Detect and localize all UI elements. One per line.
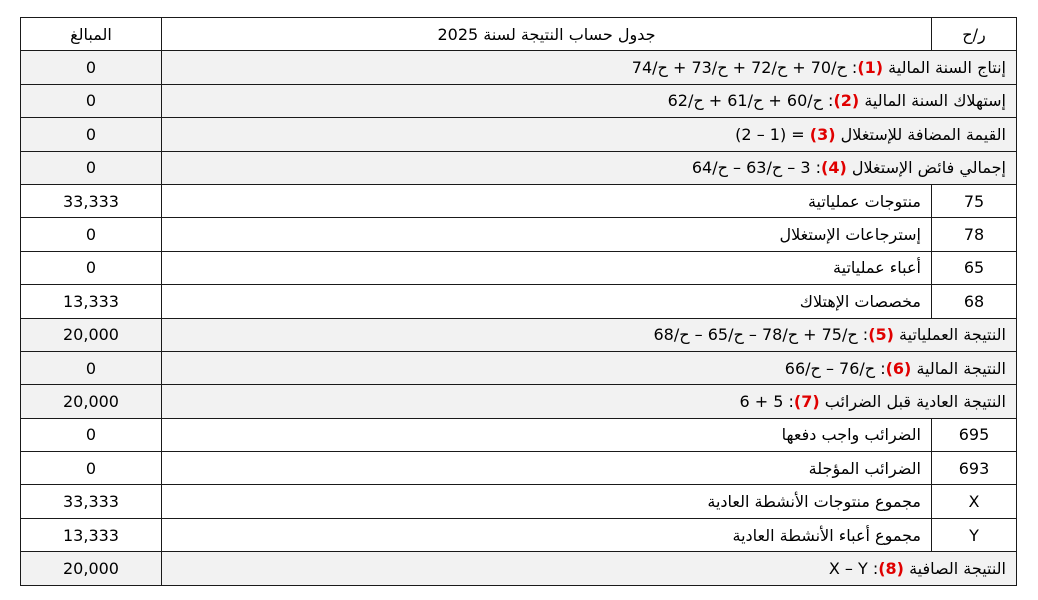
amount-cell: 20,000 — [21, 552, 162, 585]
account-code-cell: X — [932, 485, 1017, 518]
row-formula: : 5 + 6 — [739, 391, 794, 411]
total-description-cell — [162, 351, 1017, 384]
amount-cell: 33,333 — [21, 485, 162, 518]
step-marker: (5) — [868, 325, 894, 345]
income-statement-sheet — [20, 17, 1017, 586]
row-label: إنتاج السنة المالية — [888, 58, 1006, 78]
table-row-total — [21, 552, 1017, 585]
row-formula: : ح/70 + ح/72 + ح/73 + ح/74 — [631, 58, 858, 78]
table-row — [21, 251, 1017, 284]
row-formula: : 3 – ح/63 – ح/64 — [691, 158, 822, 178]
amount-cell: 0 — [21, 218, 162, 251]
table-header-row — [21, 18, 1017, 51]
amount-cell: 0 — [21, 251, 162, 284]
total-description — [692, 158, 1006, 177]
table-row — [21, 285, 1017, 318]
amount-cell: 20,000 — [21, 385, 162, 418]
table-row-total — [21, 84, 1017, 117]
account-code-cell: 75 — [932, 184, 1017, 217]
amount-cell: 0 — [21, 84, 162, 117]
amount-cell: 0 — [21, 351, 162, 384]
row-label: النتيجة العملياتية — [899, 325, 1006, 345]
total-description — [739, 392, 1006, 411]
row-label: القيمة المضافة للإستغلال — [840, 124, 1006, 144]
total-description — [632, 58, 1006, 77]
header-title: جدول حساب النتيجة لسنة 2025 — [162, 18, 932, 51]
total-description — [668, 91, 1006, 110]
total-description-cell — [162, 385, 1017, 418]
table-row — [21, 518, 1017, 551]
table-row — [21, 218, 1017, 251]
row-formula: : ح/75 + ح/78 – ح/65 – ح/68 — [653, 325, 869, 345]
total-description-cell — [162, 552, 1017, 585]
row-formula: : X – Y — [828, 558, 879, 578]
row-label: إستهلاك السنة المالية — [864, 91, 1006, 111]
total-description-cell — [162, 51, 1017, 84]
amount-cell: 0 — [21, 51, 162, 84]
step-marker: (4) — [821, 158, 847, 178]
table-row-total — [21, 318, 1017, 351]
item-label-cell: الضرائب المؤجلة — [162, 452, 932, 485]
amount-cell: 13,333 — [21, 285, 162, 318]
account-code-cell: 65 — [932, 251, 1017, 284]
account-code-cell: 68 — [932, 285, 1017, 318]
header-code: ر/ح — [932, 18, 1017, 51]
amount-cell: 0 — [21, 118, 162, 151]
amount-cell: 0 — [21, 452, 162, 485]
step-marker: (8) — [878, 558, 904, 578]
income-statement-table — [20, 17, 1017, 586]
item-label-cell: منتوجات عملياتية — [162, 184, 932, 217]
row-label: النتيجة المالية — [916, 358, 1006, 378]
table-row — [21, 452, 1017, 485]
item-label-cell: أعباء عملياتية — [162, 251, 932, 284]
total-description — [785, 359, 1006, 378]
item-label-cell: الضرائب واجب دفعها — [162, 418, 932, 451]
table-row-total — [21, 118, 1017, 151]
table-row — [21, 184, 1017, 217]
row-label: النتيجة العادية قبل الضرائب — [824, 391, 1006, 411]
item-label-cell: مخصصات الإهتلاك — [162, 285, 932, 318]
total-description-cell — [162, 151, 1017, 184]
total-description — [653, 325, 1006, 344]
header-amounts: المبالغ — [21, 18, 162, 51]
row-formula: : ح/76 – ح/66 — [784, 358, 886, 378]
table-row-total — [21, 351, 1017, 384]
total-description-cell — [162, 318, 1017, 351]
total-description — [829, 559, 1006, 578]
amount-cell: 33,333 — [21, 184, 162, 217]
amount-cell: 20,000 — [21, 318, 162, 351]
table-row-total — [21, 51, 1017, 84]
step-marker: (2) — [833, 91, 860, 111]
table-row-total — [21, 151, 1017, 184]
row-formula: = (1 – 2) — [735, 124, 810, 144]
item-label-cell: إسترجاعات الإستغلال — [162, 218, 932, 251]
amount-cell: 0 — [21, 418, 162, 451]
item-label-cell: مجموع منتوجات الأنشطة العادية — [162, 485, 932, 518]
total-description — [735, 125, 1006, 144]
step-marker: (7) — [793, 391, 820, 411]
table-row — [21, 485, 1017, 518]
account-code-cell: 693 — [932, 452, 1017, 485]
amount-cell: 0 — [21, 151, 162, 184]
item-label-cell: مجموع أعباء الأنشطة العادية — [162, 518, 932, 551]
account-code-cell: 78 — [932, 218, 1017, 251]
account-code-cell: 695 — [932, 418, 1017, 451]
total-description-cell — [162, 118, 1017, 151]
amount-cell: 13,333 — [21, 518, 162, 551]
step-marker: (3) — [809, 124, 836, 144]
row-label: إجمالي فائض الإستغلال — [851, 158, 1006, 178]
account-code-cell: Y — [932, 518, 1017, 551]
total-description-cell — [162, 84, 1017, 117]
row-formula: : ح/60 + ح/61 + ح/62 — [667, 91, 834, 111]
step-marker: (1) — [857, 58, 884, 78]
table-row — [21, 418, 1017, 451]
step-marker: (6) — [885, 358, 912, 378]
row-label: النتيجة الصافية — [909, 558, 1006, 578]
table-row-total — [21, 385, 1017, 418]
